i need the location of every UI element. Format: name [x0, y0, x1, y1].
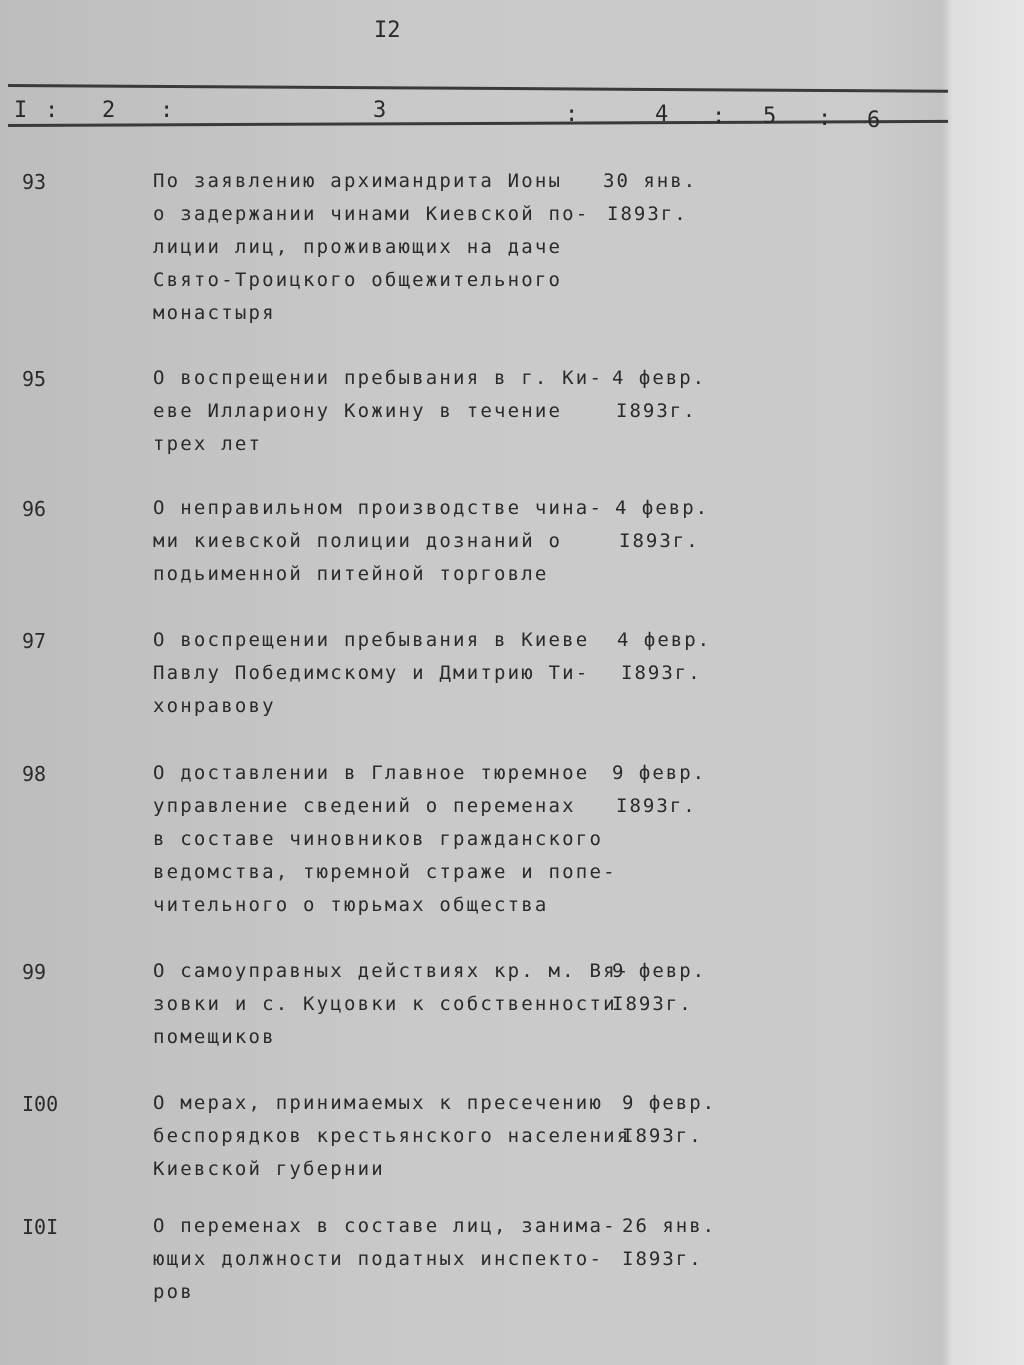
entry-text-line: зовки и с. Куцовки к собственности [153, 993, 617, 1015]
entry-date: 4 февр. [615, 497, 710, 519]
entry-number: 95 [22, 367, 47, 391]
header-bottom-rule [8, 120, 948, 127]
entry-text-line: По заявлению архимандрита Ионы [153, 170, 563, 192]
column-separator: : [565, 102, 579, 127]
entry-text-line: О воспрещении пребывания в г. Ки- [153, 367, 604, 389]
entry-date: I893г. [619, 530, 700, 552]
entry-date: I893г. [622, 1125, 703, 1147]
entry-text-line: ров [153, 1281, 194, 1303]
entry-text-line: о задержании чинами Киевской по- [153, 203, 590, 225]
entry-date: I893г. [616, 795, 697, 817]
entry-date: I893г. [612, 993, 693, 1015]
entry-text-line: беспорядков крестьянского населения [153, 1125, 631, 1147]
column-header-1: I [14, 98, 28, 123]
column-header-2: 2 [102, 98, 116, 123]
column-header-3: 3 [373, 98, 387, 123]
column-separator: : [45, 98, 59, 123]
entry-text-line: Киевской губернии [153, 1158, 385, 1180]
entry-date: 26 янв. [622, 1215, 717, 1237]
entry-number: I0I [22, 1215, 59, 1239]
column-header-5: 5 [763, 104, 777, 129]
header-top-rule [8, 84, 948, 93]
column-header-6: 6 [867, 108, 881, 133]
entry-number: I00 [22, 1092, 59, 1116]
entry-text-line: чительного о тюрьмах общества [153, 894, 549, 916]
column-header-4: 4 [655, 102, 669, 127]
entry-text-line: помещиков [153, 1026, 276, 1048]
entry-text-line: управление сведений о переменах [153, 795, 576, 817]
entry-text-line: еве Иллариону Кожину в течение [153, 400, 563, 422]
entry-date: I893г. [607, 203, 688, 225]
entry-text-line: подьименной питейной торговле [153, 563, 549, 585]
entry-number: 97 [22, 629, 47, 653]
entry-date: 9 февр. [622, 1092, 717, 1114]
entry-date: I893г. [622, 1248, 703, 1270]
entry-date: 9 февр. [612, 960, 707, 982]
entry-date: I893г. [616, 400, 697, 422]
page-number: I2 [374, 18, 401, 43]
entry-text-line: О самоуправных действиях кр. м. Вя- [153, 960, 631, 982]
entry-date: 4 февр. [612, 367, 707, 389]
entry-text-line: О доставлении в Главное тюремное [153, 762, 590, 784]
entry-text-line: лиции лиц, проживающих на даче [153, 236, 563, 258]
entry-text-line: О неправильном производстве чина- [153, 497, 604, 519]
entry-number: 96 [22, 497, 47, 521]
entry-date: 9 февр. [612, 762, 707, 784]
column-separator: : [712, 104, 726, 129]
entry-text-line: в составе чиновников гражданского [153, 828, 604, 850]
entry-date: 30 янв. [603, 170, 698, 192]
entry-text-line: Павлу Победимскому и Дмитрию Ти- [153, 662, 590, 684]
entry-text-line: трех лет [153, 433, 263, 455]
entry-text-line: ющих должности податных инспекто- [153, 1248, 604, 1270]
entry-text-line: хонравову [153, 695, 276, 717]
entry-text-line: монастыря [153, 302, 276, 324]
column-separator: : [160, 98, 174, 123]
entry-date: I893г. [621, 662, 702, 684]
entry-text-line: О мерах, принимаемых к пресечению [153, 1092, 604, 1114]
entry-number: 93 [22, 170, 47, 194]
entry-number: 99 [22, 960, 47, 984]
entry-date: 4 февр. [617, 629, 712, 651]
entry-text-line: О воспрещении пребывания в Киеве [153, 629, 590, 651]
entry-text-line: ведомства, тюремной страже и попе- [153, 861, 617, 883]
entry-number: 98 [22, 762, 47, 786]
entry-text-line: Свято-Троицкого общежительного [153, 269, 563, 291]
entry-text-line: О переменах в составе лиц, занима- [153, 1215, 617, 1237]
entry-text-line: ми киевской полиции дознаний о [153, 530, 563, 552]
column-separator: : [818, 106, 832, 131]
